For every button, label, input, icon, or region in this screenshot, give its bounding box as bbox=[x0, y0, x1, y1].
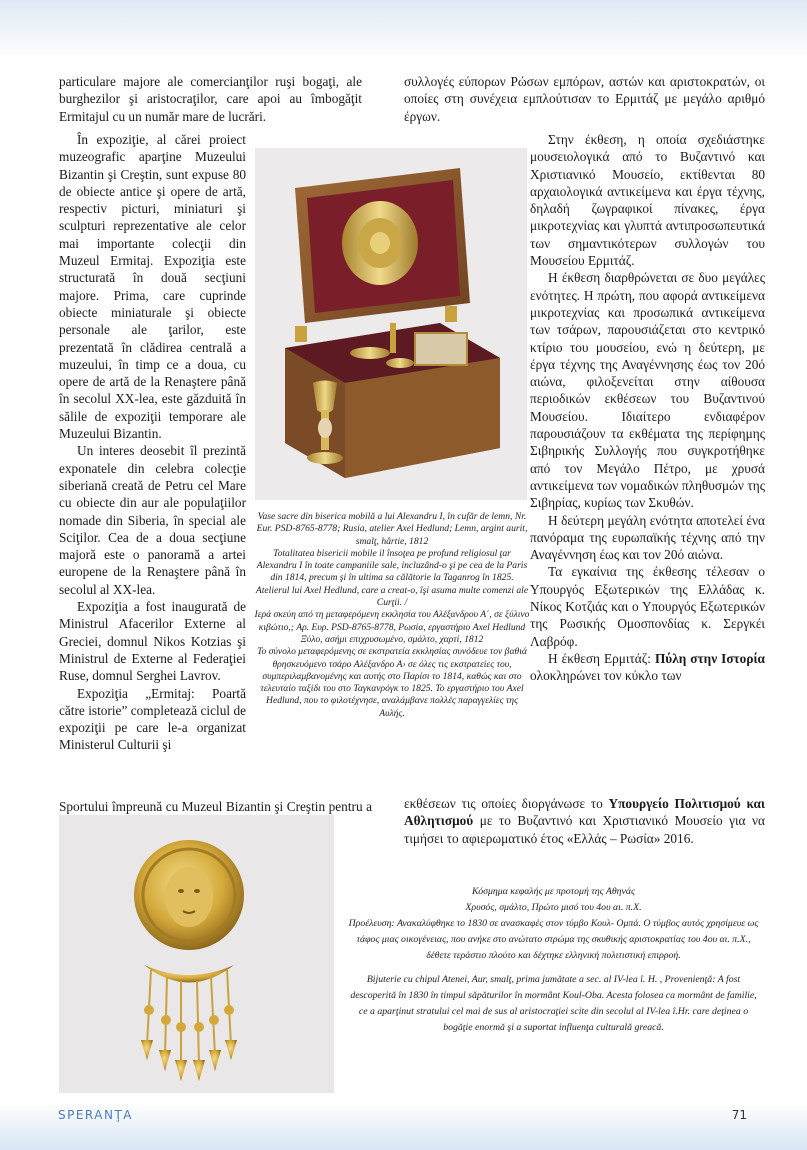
caption-church-chest: Vase sacre din biserica mobilă a lui Alexandru I, în cufăr de lemn, Nr. Eur. PSD-8765-8778; Rusia, atelier Axel Hedlund; Lemn, argint aurit, smalţ, hârtie, 1812 Totalitatea bisericii mobile il însoţea pe profund religiosul ţar Alexandru I în toate campaniile sale, incluzând-o şi pe cea de la Paris din 1814, precum şi în ultima sa călătorie la Taganrog în 1825. Atelierul lui Axel Hedlund, care a creat-o, îşi asuma multe comenzi ale Curţii. / Ιερά σκεύη από τη μεταφερόμενη εκκλησία του Αλέξανδρου Α΄, σε ξύλινο κιβώτιο,; Αρ. Ευρ. PSD-8765-8778, Ρωσία, εργαστήριο Axel Hedlund Ξύλο, ασήμι επιχρυσωμένο, σμάλτο, χαρτί, 1812 Το σύνολο μεταφερόμενης σε εκστρατεία εκκλησίας συνόδευε τον βαθιά θρησκευόμενο τσάρο Αλέξανδρο Α› σε όλες τις εκστρατείες του, συμπεριλαμβανομένης και αυτής στο Παρίσι το 1814, καθώς και στο τελευταίο ταξίδι του στο Ταγκανρόγκ το 1825. Το εργαστήριο του Axel Hedlund, που το φιλοτέχνησε, αναλάμβανε πολλές παραγγελίες της Αυλής. bbox=[254, 511, 530, 719]
ro-text-column bbox=[59, 131, 246, 754]
photo-athena-jewel bbox=[59, 815, 334, 1093]
ro-paragraph-3: Expoziţia a fost inaugurată de Ministrul Afacerilor Externe al Greciei, domnul Nikos Kotzias şi Ministrul de Externe al Federaţiei Ruse, domnul Serghei Lavrov. bbox=[59, 599, 246, 684]
photo-church-chest bbox=[255, 148, 527, 500]
gr-text-top: συλλογές εύπορων Ρώσων εμπόρων, αστών και αριστοκρατών, οι οποίες στη συνέχεια εμπλούτισαν το Ερμιτάζ με μεγάλο αριθμό έργων. bbox=[404, 74, 765, 124]
gr-paragraph-1: Στην έκθεση, η οποία σχεδιάστηκε μουσειολογικά από το Βυζαντινό και Χριστιανικό Μουσείο, εκτίθενται 80 αρχαιολογικά αντικείμενα και έργα τέχνης, δηλαδή ζωγραφικοί πίνακες, έργα μικροτεχνίας και γλυπτά αντιπροσωπευτικά των σημαντικότερων συλλογών του Μουσείου Ερμιτάζ. bbox=[530, 132, 765, 269]
exhibition-title: Πύλη στην Ιστορία bbox=[654, 650, 765, 666]
ro-paragraph-4: Expoziţia „Ermitaj: Poartă către istorie” completează ciclul de expoziţii pe care le-a organizat Ministerul Culturii şi bbox=[59, 685, 246, 753]
gr-paragraph-3: Η δεύτερη μεγάλη ενότητα αποτελεί ένα πανόραμα της ευρωπαϊκής τέχνης από την Αναγέννηση έως και τον 20ό αιώνα. bbox=[530, 512, 765, 563]
caption-athena-jewel: Κόσμημα κεφαλής με προτομή της Αθηνάς Χρυσός, σμάλτο, Πρώτο μισό του 4ου αι. π.Χ. Προέλευση: Ανακαλύφθηκε το 1830 σε ανασκαφές στον τύμβο Κουλ- Ομπά. Ο τύμβος αυτός χρησίμευε ως τάφος μιας οικογένειας, που ανήκε στο ανώτατο στρώμα της σκυθικής αριστοκρατίας του 4ου αι. π.Χ., δέθετε τεράστιο πλούτο και δέχτηκε ελληνική πολιτιστική επιρροή. Bijuterie cu chipul Atenei, Aur, smalţ, prima jumătate a sec. al IV-lea î. H. , Provenienţă: A fost descoperită în 1830 în timpul săpăturilor în mormânt Koul-Oba. Acesta folosea ca mormânt de familie, ce a aparţinut stratului cel mai de sus al aristocraţiei scite din secolul al IV-lea î.Hr. care deţinea o bogăţie enormă şi a suportat influenţa culturală greacă. bbox=[348, 886, 759, 1033]
ro-text-top: particulare majore ale comercianţilor ruşi bogaţi, ale burghezilor şi aristocraţilor, care apoi au îmbogăţit Ermitajul cu un număr mare de lucrări. bbox=[59, 74, 362, 124]
ro-paragraph-2: Un interes deosebit îl prezintă exponatele din celebra colecţie siberiană creată de Petru cel Mare cu obiecte din aur ale populaţiilor nomade din Siberia, în special ale Sciţilor. Cea de a doua secţiune majoră este o panoramă a artei europene de la Renaştere până în secolul al XX-lea. bbox=[59, 443, 246, 597]
ro-text-bottom: Sportului împreună cu Muzeul Bizantin şi Creştin pentru a bbox=[59, 799, 372, 814]
header-band bbox=[0, 0, 807, 60]
gr-paragraph-4: Τα εγκαίνια της έκθεσης τέλεσαν ο Υπουργός Εξωτερικών της Ελλάδας κ. Νίκος Κοτζιάς και ο Υπουργός Εξωτερικών της Ρωσικής Ομοσπονδίας κ. Σεργκέι Λαβρόφ. bbox=[530, 564, 765, 649]
ministry-name: Υπουργείο Πολιτισμού και Αθλητισμού bbox=[404, 796, 765, 829]
ro-paragraph-1: În expoziţie, al cărei proiect muzeografic aparţine Muzeului Bizantin şi Creştin, sunt expuse 80 de obiecte antice şi opere de artă, respectiv picturi, miniaturi şi sculpturi reprezentative ale celor mai importante colecţii din Muzeul Ermitaj. Expoziţia este structurată în două secţiuni majore. Prima, care cuprinde obiecte miniaturale şi obiecte personale ale ţarilor, este prezentată în clădirea centrală a muzeului, în timp ce a doua, cu opere de artă de la Renaştere până în secolul XX-lea, este găzduită în sălile de expoziţii temporare ale Muzeului Bizantin. bbox=[59, 132, 246, 442]
gr-paragraph-2: Η έκθεση διαρθρώνεται σε δυο μεγάλες ενότητες. Η πρώτη, που αφορά αντικείμενα μικροτεχνίας και προσωπικά αντικείμενα των τσάρων, παρουσιάζεται στο κεντρικό κτίριο του μουσείου, ενώ η δεύτερη, με έργα τέχνης της Αναγέννησης έως τον 20ό αιώνα, φιλοξενείται στην αίθουσα περιοδικών εκθέσεων του Βυζαντινού Μουσείου. Ιδιαίτερο ενδιαφέρον παρουσιάζουν τα εκθέματα της περίφημης Σιβηρικής Συλλογής που συγκροτήθηκε από τον Μεγάλο Πέτρο, με χρυσά αντικείμενα των νομαδικών πληθυσμών της Σιβηρίας, κυρίως των Σκυθών. bbox=[530, 270, 765, 511]
gr-paragraph-5: Η έκθεση Ερμιτάζ: Πύλη στην Ιστορία ολοκληρώνει τον κύκλο των bbox=[530, 650, 765, 684]
magazine-name: SPERANŢA bbox=[58, 1108, 134, 1122]
page-number: 71 bbox=[731, 1108, 747, 1122]
gr-text-column bbox=[530, 131, 765, 685]
gr-text-bottom: εκθέσεων τις οποίες διοργάνωσε το Υπουργείο Πολιτισμού και Αθλητισμού με το Βυζαντινό και Χριστιανικό Μουσείο για να τιμήσει το αφιερωματικό έτος «Ελλάς – Ρωσία» 2016. bbox=[404, 796, 765, 846]
